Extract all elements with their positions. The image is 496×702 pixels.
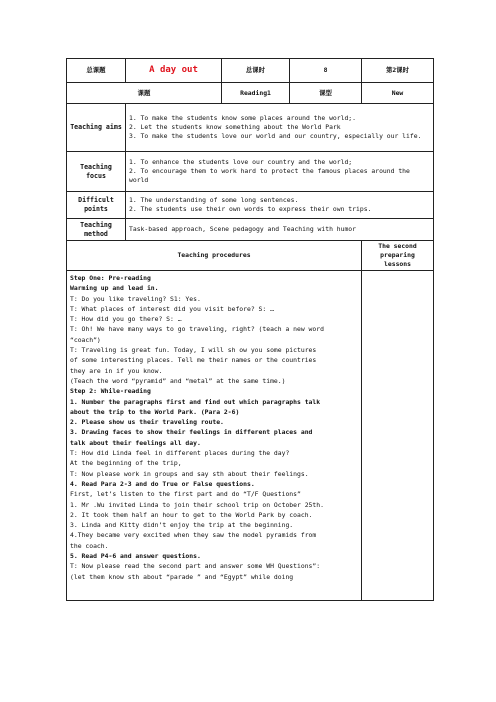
type-label: 课型 (290, 83, 362, 104)
method-content: Task-based approach, Scene pedagogy and Teaching with humor (126, 219, 434, 241)
procedures-label: Teaching procedures (67, 241, 362, 271)
procedures-row (67, 271, 434, 601)
aim-item-3: 3. To make the students love our world and our country, especially our life. (129, 132, 422, 140)
procedure-line: 1. Mr .Wu invited Linda to join their school trip on October 25th. (70, 500, 324, 509)
method-label: Teaching method (67, 219, 126, 241)
procedure-line: At the beginning of the trip, (70, 459, 182, 468)
focus-item-2: 2. To encourage them to work hard to protect the famous places around the world (129, 167, 410, 184)
total-periods-label: 总课时 (222, 59, 290, 83)
procedure-line: 2. It took them half an hour to get to the World Park by coach. (70, 510, 313, 519)
procedure-line: the coach. (70, 541, 109, 550)
procedure-line: 5. Read P4-6 and answer questions. (70, 552, 201, 561)
lesson-label: 课题 (67, 83, 222, 104)
aims-label: Teaching aims (67, 104, 126, 152)
procedure-line: Step One: Pre-reading (70, 274, 151, 282)
procedure-line: T: How did you go there? S: … (70, 315, 182, 324)
procedure-line: they are in if you know. (70, 366, 163, 375)
procedure-line: T: What places of interest did you visit before? S: … (70, 304, 274, 313)
period-value: 第2课时 (362, 59, 434, 83)
procedure-line: First, let’s listen to the first part and do “T/F Questions” (70, 490, 301, 499)
type-value: New (362, 83, 434, 104)
focus-item-1: 1. To enhance the students love our country and the world; (129, 158, 353, 166)
second-preparing-content (362, 271, 434, 601)
aims-content (126, 104, 434, 152)
total-periods-value: 8 (290, 59, 362, 83)
difficult-item-2: 2. The students use their own words to express their own trips. (129, 205, 372, 213)
difficult-row (67, 192, 434, 219)
lesson-title: A day out (126, 59, 222, 83)
procedures-content (67, 271, 362, 601)
procedure-line: about the trip to the World Park. (Para 2-6) (70, 407, 240, 416)
aims-row (67, 104, 434, 152)
method-row (67, 219, 434, 241)
procedure-line: 3. Drawing faces to show their feelings in different places and (70, 428, 313, 437)
procedure-line: of some interesting places. Tell me their names or the countries (70, 356, 317, 365)
total-topic-label: 总课题 (67, 59, 126, 83)
procedure-line: (let them know sth about “parade ” and “Egypt” while doing (70, 572, 294, 581)
procedure-line: “coach”) (70, 335, 101, 344)
procedure-line: Warming up and lead in. (70, 284, 159, 293)
procedure-line: talk about their feelings all day. (70, 438, 201, 447)
procedure-line: T: How did Linda feel in different places during the day? (70, 449, 290, 458)
procedure-line: 3. Linda and Kitty didn’t enjoy the trip at the beginning. (70, 521, 294, 530)
difficult-label: Difficult points (67, 192, 126, 219)
procedure-line: 1. Number the paragraphs first and find out which paragraphs talk (70, 397, 321, 406)
second-preparing-label: The second preparing lessons (362, 241, 434, 271)
procedure-line: T: Traveling is great fun. Today, I will sh ow you some pictures (70, 346, 317, 355)
focus-row (67, 152, 434, 192)
focus-content (126, 152, 434, 192)
difficult-item-1: 1. The understanding of some long sentences. (129, 196, 299, 204)
focus-label: Teaching focus (67, 152, 126, 192)
aim-item-2: 2. Let the students know something about the World Park (129, 123, 341, 131)
procedure-line: T: Do you like traveling? S1: Yes. (70, 294, 201, 303)
difficult-content (126, 192, 434, 219)
procedure-line: T: Oh! We have many ways to go traveling, right? (teach a new word (70, 325, 324, 334)
procedures-header-row (67, 241, 434, 271)
lesson-plan-table (66, 58, 434, 601)
procedure-line: 2. Please show us their traveling route. (70, 418, 224, 427)
lesson-plan (66, 58, 433, 601)
procedure-line: 4.They became very excited when they saw the model pyramids from (70, 531, 317, 540)
procedure-line: T: Now please read the second part and answer some WH Questions”: (70, 562, 321, 571)
aim-item-1: 1. To make the students know some places around the world;. (129, 114, 357, 122)
lesson-value: Reading1 (222, 83, 290, 104)
header-row-2 (67, 83, 434, 104)
procedure-line: Step 2: While-reading (70, 387, 151, 396)
header-row-1 (67, 59, 434, 83)
procedure-line: T: Now please work in groups and say sth about their feelings. (70, 469, 309, 478)
procedure-line: (Teach the word “pyramid” and “metal” at the same time.) (70, 376, 286, 385)
procedure-line: 4. Read Para 2-3 and do True or False questions. (70, 479, 255, 488)
